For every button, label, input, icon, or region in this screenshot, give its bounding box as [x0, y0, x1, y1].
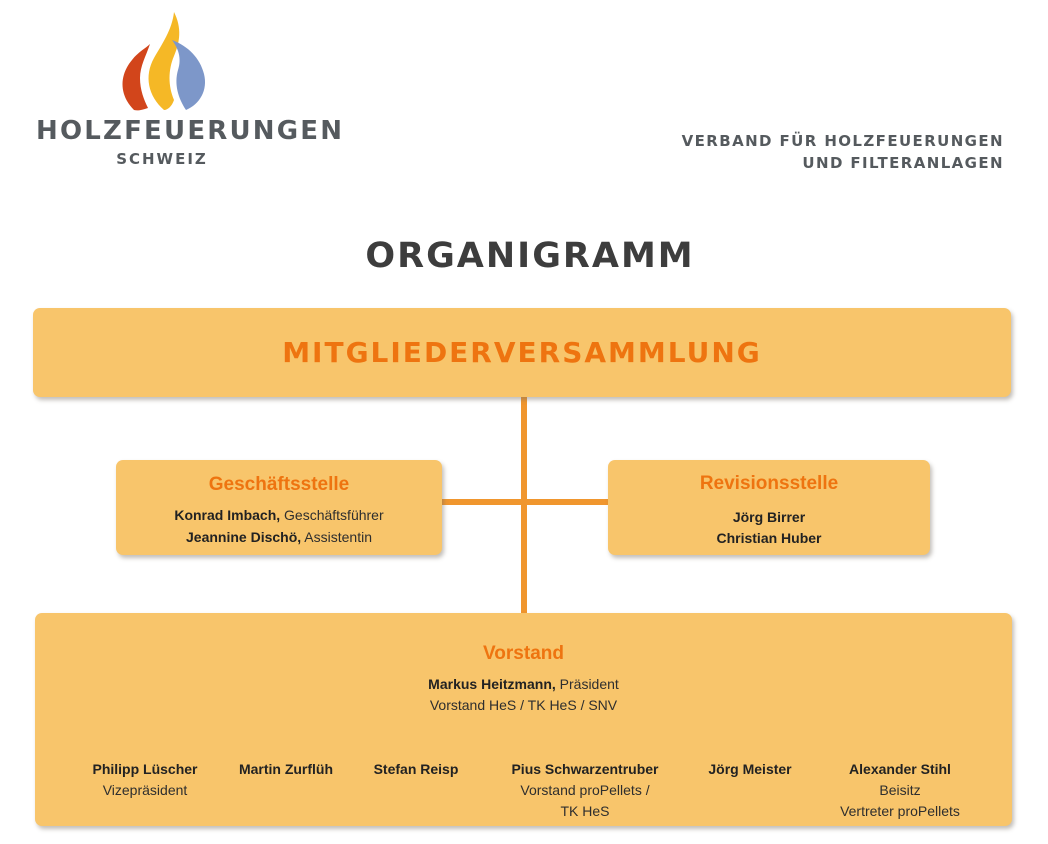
tagline-line-1: VERBAND FÜR HOLZFEUERUNGEN — [681, 132, 1004, 150]
president-line — [35, 676, 1012, 692]
member-joerg-meister — [690, 759, 810, 780]
member-martin-zurflueh — [221, 759, 351, 780]
member-philipp-luescher — [75, 759, 215, 801]
member-name: Jörg Meister — [708, 761, 792, 777]
member-name: Philipp Lüscher — [92, 761, 198, 777]
logo-name: HOLZFEUERUNGEN — [36, 116, 345, 146]
person-name: Jörg Birrer — [732, 509, 806, 525]
revisionsstelle-person-2 — [608, 530, 930, 546]
president-detail: Vorstand HeS / TK HeS / SNV — [429, 697, 618, 713]
member-name: Stefan Reisp — [373, 761, 459, 777]
vorstand-heading: Vorstand — [483, 643, 564, 664]
geschaeftsstelle-heading: Geschäftsstelle — [208, 474, 350, 495]
geschaeftsstelle-box — [116, 460, 442, 555]
member-name: Pius Schwarzentruber — [511, 761, 659, 777]
page-title: ORGANIGRAMM — [365, 236, 695, 276]
member-stefan-reisp — [356, 759, 476, 780]
member-name: Martin Zurflüh — [238, 761, 334, 777]
person-name: Jeannine Dischö, — [186, 529, 302, 545]
person-role: Assistentin — [304, 529, 372, 545]
flame-yellow — [149, 12, 180, 110]
flame-blue — [172, 40, 205, 110]
vertical-connector — [521, 397, 527, 613]
member-role: Vertreter proPellets — [840, 803, 960, 819]
flame-icon — [116, 12, 212, 112]
vorstand-box — [35, 613, 1012, 826]
logo — [0, 0, 345, 180]
revisionsstelle-heading: Revisionsstelle — [699, 473, 839, 494]
geschaeftsstelle-person-2 — [116, 529, 442, 545]
member-pius-schwarzentruber — [495, 759, 675, 822]
logo-subtitle: SCHWEIZ — [116, 150, 208, 168]
president-role: Präsident — [559, 676, 619, 692]
member-role: Beisitz — [879, 782, 921, 798]
tagline — [682, 130, 1004, 174]
geschaeftsstelle-person-1 — [116, 507, 442, 523]
mitgliederversammlung-box — [33, 308, 1011, 397]
flame-red — [123, 44, 151, 110]
mitgliederversammlung-label: MITGLIEDERVERSAMMLUNG — [282, 336, 762, 369]
person-name: Christian Huber — [716, 530, 822, 546]
horizontal-connector — [440, 499, 610, 505]
tagline-line-2: UND FILTERANLAGEN — [802, 154, 1004, 172]
person-role: Geschäftsführer — [284, 507, 384, 523]
member-role: Vorstand proPellets / — [520, 782, 650, 798]
member-name: Alexander Stihl — [849, 761, 951, 777]
member-role: TK HeS — [560, 803, 610, 819]
revisionsstelle-person-1 — [608, 509, 930, 525]
revisionsstelle-box — [608, 460, 930, 555]
member-alexander-stihl — [815, 759, 985, 822]
member-role: Vizepräsident — [102, 782, 188, 798]
president-name: Markus Heitzmann, — [428, 676, 556, 692]
person-name: Konrad Imbach, — [174, 507, 281, 523]
